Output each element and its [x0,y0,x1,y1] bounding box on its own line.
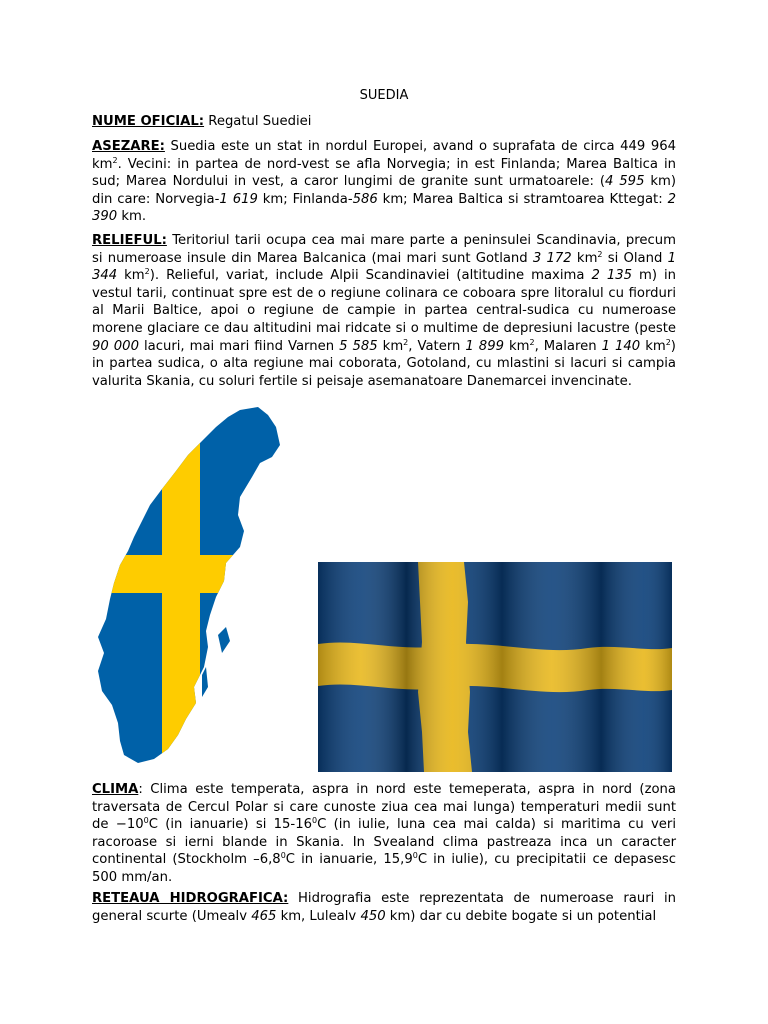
map-yellow-horizontal [90,555,290,593]
retea-hidrografica-heading: RETEAUA HIDROGRAFICA: [92,891,289,906]
gotland-island [218,627,230,653]
asezare-paragraph: ASEZARE: Suedia este un stat in nordul Europei, avand o suprafata de circa 449 964 $km^2$. Vecini: in partea de nord-vest se afla Norvegia; in est Finlanda; Marea Baltica in sud; Marea Nordului in vest, a caror lungimi de granite sunt urmatoarele: (4 595 km) din care: Norvegia-1 619 km; Finlanda-586 km; Marea Baltica si stramtoarea Kttegat: 2 390 km. [92,139,676,225]
nume-oficial-paragraph: NUME OFICIAL: Regatul Suediei [92,114,312,129]
clima-heading: CLIMA [92,782,139,797]
clima-paragraph: CLIMA: Clima este temperata, aspra in nord este temeperata, aspra in nord (zona traversata de Cercul Polar si care cunoste ziua cea mai lunga) temperaturi medii sunt de $-10^0C$ (in ianuarie) si $15-16^0C$ (in iulie, luna cea mai calda) si maritima cu veri racoroase si ierni blande in Skania. In Svealand clima pastreaza inca un caracter continental (Stockholm $-6,8^0C$ in ianuarie, 15,9$^0$C in iulie), cu precipitatii ce depasesc 500 mm/an. [92,782,676,885]
relieful-paragraph: RELIEFUL: Teritoriul tarii ocupa cea mai mare parte a peninsulei Scandinavia, precum si numeroase insule din Marea Balcanica (mai mari sunt Gotland 3 172 $km^2$ si Oland 1 344 $km^2$). Relieful, variat, include Alpii Scandinaviei (altitudine maxima 2 135 m) in vestul tarii, continuat spre est de o regiune colinara ce coboara spre litoralul cu fiorduri al Marii Baltice, apoi o regiune de campie in partea central-sudica cu numeroase morene glaciare ce dau altitudini mai ridcate si o multime de depresiuni lacustre (peste 90 000 lacuri, mai mari fiind Varnen 5 585 $km^2$, Vatern 1 899 $km^2$, Malaren 1 140 $km^2$) in partea sudica, o alta regiune mai coborata, Gotoland, cu mlastini si lacuri si campia valurita Skania, cu soluri fertile si peisaje asemanatoare Danemarcei invencinate. [92,233,676,389]
nume-oficial-heading: NUME OFICIAL: [92,114,205,129]
sweden-flag-image [318,562,672,772]
oland-island [202,667,208,697]
asezare-heading: ASEZARE: [92,139,165,154]
relieful-heading: RELIEFUL: [92,233,167,248]
flag-wave-shading [318,562,672,772]
retea-hidrografica-paragraph: RETEAUA HIDROGRAFICA: Hidrografia este reprezentata de numeroase rauri in general scurte (Umealv 465 km, Lulealv 450 km) dar cu debite bogate si un potential [92,891,676,924]
document-title: SUEDIA [359,88,409,103]
sweden-map-image [90,405,290,765]
